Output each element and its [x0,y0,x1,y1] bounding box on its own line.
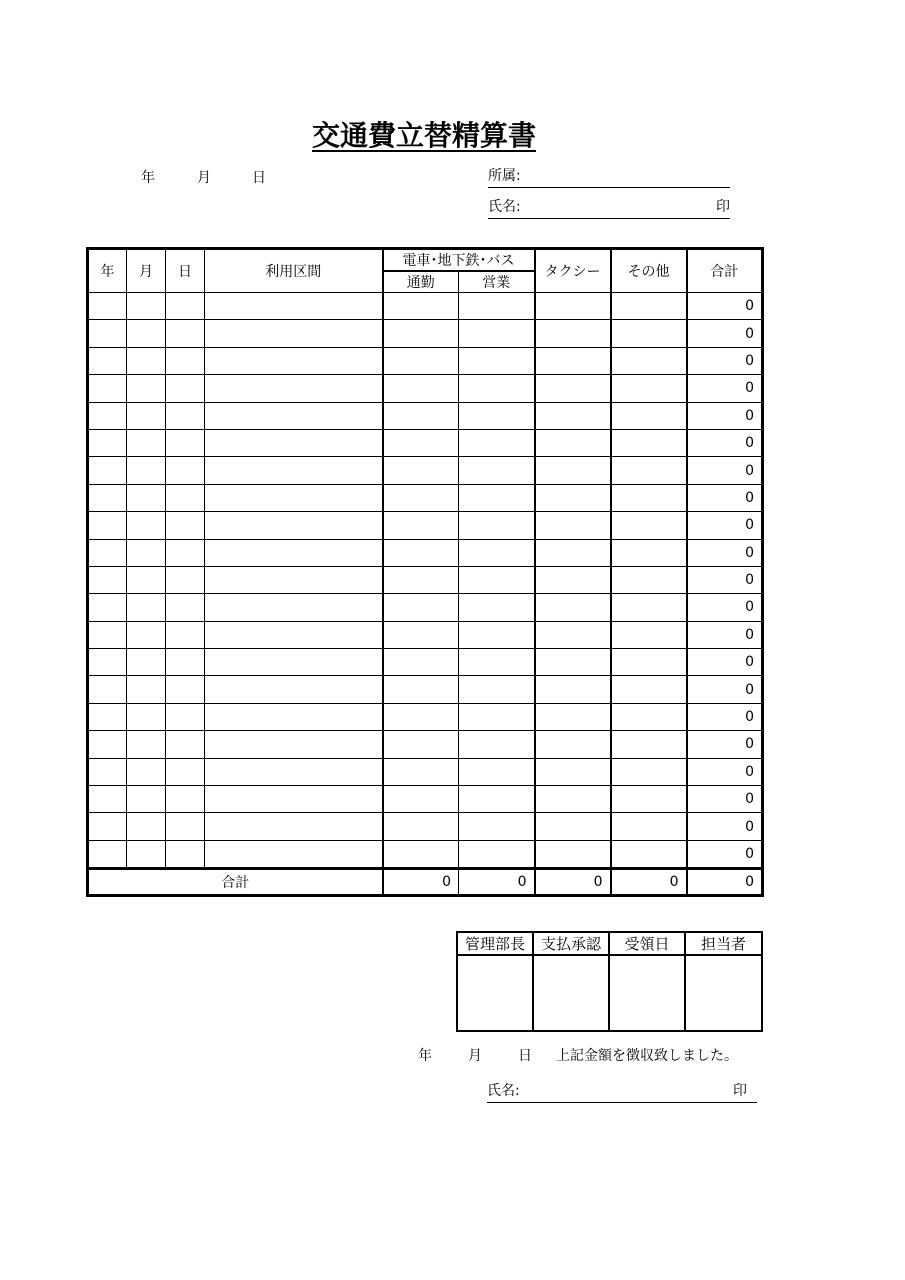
row-route-cell[interactable] [205,786,383,813]
row-taxi-cell[interactable] [535,731,611,758]
col-total-header: 合計 [687,249,763,293]
receipt-statement: 上記金額を徴収致しました。 [556,1048,738,1064]
row-route-cell[interactable] [205,320,383,347]
row-year-cell[interactable] [88,375,127,402]
row-taxi-cell[interactable] [535,375,611,402]
row-day-cell[interactable] [166,457,205,484]
row-other-cell[interactable] [611,840,687,868]
row-other-cell[interactable] [611,429,687,456]
row-month-cell[interactable] [127,676,166,703]
table-row [88,594,763,621]
col-train-group-header: 電車･地下鉄･バス [383,249,535,272]
row-taxi-cell[interactable] [535,566,611,593]
row-route-cell[interactable] [205,813,383,840]
row-total-cell: 0 [687,566,763,593]
row-total-cell: 0 [687,676,763,703]
row-taxi-cell[interactable] [535,320,611,347]
row-business-cell[interactable] [459,320,535,347]
affiliation-field[interactable] [488,167,730,188]
approval-table [456,931,763,1032]
row-total-cell: 0 [687,813,763,840]
row-total-cell: 0 [687,457,763,484]
row-business-cell[interactable] [459,429,535,456]
row-total-cell: 0 [687,649,763,676]
affiliation-label: 所属: [488,168,521,184]
row-taxi-cell[interactable] [535,293,611,320]
table-row [88,457,763,484]
row-other-cell[interactable] [611,293,687,320]
row-other-cell[interactable] [611,813,687,840]
row-route-cell[interactable] [205,293,383,320]
row-route-cell[interactable] [205,731,383,758]
footer-grand-total: 0 [687,869,763,896]
row-month-cell[interactable] [127,429,166,456]
row-month-cell[interactable] [127,402,166,429]
row-day-cell[interactable] [166,402,205,429]
table-row [88,649,763,676]
row-year-cell[interactable] [88,566,127,593]
row-total-cell: 0 [687,703,763,730]
row-month-cell[interactable] [127,621,166,648]
row-business-cell[interactable] [459,457,535,484]
row-route-cell[interactable] [205,457,383,484]
row-business-cell[interactable] [459,621,535,648]
row-taxi-cell[interactable] [535,429,611,456]
row-commute-cell[interactable] [383,758,459,785]
row-month-cell[interactable] [127,649,166,676]
row-day-cell[interactable] [166,320,205,347]
row-business-cell[interactable] [459,347,535,374]
row-total-cell: 0 [687,512,763,539]
row-total-cell: 0 [687,786,763,813]
row-year-cell[interactable] [88,649,127,676]
row-year-cell[interactable] [88,293,127,320]
row-other-cell[interactable] [611,457,687,484]
row-other-cell[interactable] [611,731,687,758]
row-business-cell[interactable] [459,484,535,511]
row-day-cell[interactable] [166,703,205,730]
col-taxi-header: タクシー [535,249,611,293]
footer-other-total: 0 [611,869,687,896]
row-month-cell[interactable] [127,786,166,813]
col-route-header: 利用区間 [205,249,383,293]
row-year-cell[interactable] [88,320,127,347]
row-taxi-cell[interactable] [535,786,611,813]
row-total-cell: 0 [687,621,763,648]
row-day-cell[interactable] [166,621,205,648]
row-business-cell[interactable] [459,731,535,758]
row-route-cell[interactable] [205,594,383,621]
row-day-cell[interactable] [166,512,205,539]
row-commute-cell[interactable] [383,649,459,676]
col-business-header: 営業 [459,271,535,293]
row-other-cell[interactable] [611,676,687,703]
table-row [88,566,763,593]
approval-stamp-staff[interactable] [685,955,762,1031]
row-route-cell[interactable] [205,840,383,868]
table-row [88,539,763,566]
receipt-year-label: 年 [418,1048,432,1064]
row-day-cell[interactable] [166,484,205,511]
row-day-cell[interactable] [166,539,205,566]
expense-table [86,247,764,897]
row-route-cell[interactable] [205,402,383,429]
receipt-name-field[interactable] [487,1082,757,1103]
row-taxi-cell[interactable] [535,813,611,840]
table-row [88,621,763,648]
row-day-cell[interactable] [166,594,205,621]
row-year-cell[interactable] [88,621,127,648]
approval-stamp-received-date[interactable] [609,955,685,1031]
row-other-cell[interactable] [611,484,687,511]
row-total-cell: 0 [687,539,763,566]
row-year-cell[interactable] [88,484,127,511]
row-commute-cell[interactable] [383,429,459,456]
row-month-cell[interactable] [127,703,166,730]
header-year-label: 年 [141,170,155,186]
row-route-cell[interactable] [205,512,383,539]
row-taxi-cell[interactable] [535,347,611,374]
receipt-day-label: 日 [518,1048,532,1064]
row-year-cell[interactable] [88,813,127,840]
name-label: 氏名: [488,199,521,215]
row-commute-cell[interactable] [383,512,459,539]
row-taxi-cell[interactable] [535,402,611,429]
document-title: 交通費立替精算書 [311,119,536,152]
row-year-cell[interactable] [88,512,127,539]
row-route-cell[interactable] [205,676,383,703]
row-business-cell[interactable] [459,566,535,593]
row-total-cell: 0 [687,320,763,347]
row-taxi-cell[interactable] [535,703,611,730]
row-day-cell[interactable] [166,676,205,703]
row-other-cell[interactable] [611,566,687,593]
table-row [88,758,763,785]
table-row [88,429,763,456]
table-row [88,402,763,429]
row-commute-cell[interactable] [383,621,459,648]
table-row [88,676,763,703]
row-other-cell[interactable] [611,402,687,429]
row-business-cell[interactable] [459,676,535,703]
approval-stamp-payment[interactable] [533,955,609,1031]
row-taxi-cell[interactable] [535,840,611,868]
row-other-cell[interactable] [611,649,687,676]
approval-header-payment: 支払承認 [533,932,609,955]
row-day-cell[interactable] [166,813,205,840]
footer-taxi-total: 0 [535,869,611,896]
table-row [88,347,763,374]
row-total-cell: 0 [687,375,763,402]
row-total-cell: 0 [687,758,763,785]
row-total-cell: 0 [687,594,763,621]
row-month-cell[interactable] [127,731,166,758]
col-month-header: 月 [127,249,166,293]
row-other-cell[interactable] [611,539,687,566]
receipt-statement-line [418,1045,738,1065]
row-business-cell[interactable] [459,402,535,429]
row-total-cell: 0 [687,293,763,320]
row-route-cell[interactable] [205,375,383,402]
row-business-cell[interactable] [459,758,535,785]
row-taxi-cell[interactable] [535,512,611,539]
row-route-cell[interactable] [205,347,383,374]
row-other-cell[interactable] [611,786,687,813]
table-row [88,786,763,813]
row-year-cell[interactable] [88,594,127,621]
row-month-cell[interactable] [127,375,166,402]
row-route-cell[interactable] [205,484,383,511]
row-month-cell[interactable] [127,347,166,374]
row-taxi-cell[interactable] [535,676,611,703]
row-day-cell[interactable] [166,429,205,456]
row-business-cell[interactable] [459,840,535,868]
receipt-month-label: 月 [468,1048,482,1064]
col-commute-header: 通勤 [383,271,459,293]
table-row [88,512,763,539]
row-day-cell[interactable] [166,786,205,813]
row-taxi-cell[interactable] [535,539,611,566]
row-month-cell[interactable] [127,457,166,484]
row-month-cell[interactable] [127,813,166,840]
row-business-cell[interactable] [459,594,535,621]
row-other-cell[interactable] [611,703,687,730]
row-business-cell[interactable] [459,813,535,840]
row-month-cell[interactable] [127,539,166,566]
row-other-cell[interactable] [611,758,687,785]
row-total-cell: 0 [687,484,763,511]
approval-stamp-manager[interactable] [457,955,533,1031]
row-other-cell[interactable] [611,375,687,402]
row-business-cell[interactable] [459,786,535,813]
table-row [88,813,763,840]
header-day-label: 日 [252,170,266,186]
approval-header-staff: 担当者 [685,932,762,955]
table-row [88,320,763,347]
row-business-cell[interactable] [459,703,535,730]
row-commute-cell[interactable] [383,703,459,730]
row-route-cell[interactable] [205,566,383,593]
row-year-cell[interactable] [88,347,127,374]
row-day-cell[interactable] [166,758,205,785]
row-commute-cell[interactable] [383,840,459,868]
row-total-cell: 0 [687,429,763,456]
row-month-cell[interactable] [127,566,166,593]
row-total-cell: 0 [687,347,763,374]
row-year-cell[interactable] [88,731,127,758]
row-taxi-cell[interactable] [535,758,611,785]
row-taxi-cell[interactable] [535,457,611,484]
row-month-cell[interactable] [127,758,166,785]
row-month-cell[interactable] [127,484,166,511]
col-year-header: 年 [88,249,127,293]
table-row [88,293,763,320]
row-commute-cell[interactable] [383,566,459,593]
receipt-name-label: 氏名: [487,1083,520,1099]
row-route-cell[interactable] [205,539,383,566]
footer-business-total: 0 [459,869,535,896]
row-total-cell: 0 [687,840,763,868]
row-month-cell[interactable] [127,293,166,320]
table-row [88,703,763,730]
row-commute-cell[interactable] [383,457,459,484]
col-other-header: その他 [611,249,687,293]
row-other-cell[interactable] [611,512,687,539]
row-commute-cell[interactable] [383,594,459,621]
row-commute-cell[interactable] [383,375,459,402]
row-taxi-cell[interactable] [535,484,611,511]
row-commute-cell[interactable] [383,676,459,703]
row-business-cell[interactable] [459,649,535,676]
row-year-cell[interactable] [88,703,127,730]
row-commute-cell[interactable] [383,484,459,511]
row-route-cell[interactable] [205,429,383,456]
footer-total-label: 合計 [88,869,383,896]
row-business-cell[interactable] [459,293,535,320]
row-year-cell[interactable] [88,786,127,813]
row-year-cell[interactable] [88,429,127,456]
row-commute-cell[interactable] [383,813,459,840]
row-day-cell[interactable] [166,840,205,868]
row-year-cell[interactable] [88,457,127,484]
row-route-cell[interactable] [205,621,383,648]
table-row [88,731,763,758]
row-year-cell[interactable] [88,402,127,429]
row-year-cell[interactable] [88,676,127,703]
row-month-cell[interactable] [127,320,166,347]
row-route-cell[interactable] [205,758,383,785]
row-commute-cell[interactable] [383,731,459,758]
row-other-cell[interactable] [611,320,687,347]
name-field[interactable] [488,198,730,219]
row-total-cell: 0 [687,731,763,758]
table-row [88,484,763,511]
row-day-cell[interactable] [166,649,205,676]
row-other-cell[interactable] [611,347,687,374]
approval-header-manager: 管理部長 [457,932,533,955]
row-commute-cell[interactable] [383,320,459,347]
row-taxi-cell[interactable] [535,649,611,676]
footer-commute-total: 0 [383,869,459,896]
row-total-cell: 0 [687,402,763,429]
row-business-cell[interactable] [459,512,535,539]
row-day-cell[interactable] [166,731,205,758]
row-commute-cell[interactable] [383,347,459,374]
row-business-cell[interactable] [459,539,535,566]
row-day-cell[interactable] [166,293,205,320]
row-other-cell[interactable] [611,621,687,648]
row-route-cell[interactable] [205,703,383,730]
approval-header-received-date: 受領日 [609,932,685,955]
stamp-mark: 印 [716,199,730,215]
row-year-cell[interactable] [88,840,127,868]
row-year-cell[interactable] [88,539,127,566]
row-commute-cell[interactable] [383,293,459,320]
receipt-stamp-mark: 印 [733,1083,747,1099]
row-taxi-cell[interactable] [535,621,611,648]
footer-total-row [88,869,763,896]
col-day-header: 日 [166,249,205,293]
row-commute-cell[interactable] [383,539,459,566]
row-month-cell[interactable] [127,512,166,539]
row-day-cell[interactable] [166,347,205,374]
header-month-label: 月 [197,170,211,186]
row-commute-cell[interactable] [383,402,459,429]
row-commute-cell[interactable] [383,786,459,813]
row-month-cell[interactable] [127,840,166,868]
row-month-cell[interactable] [127,594,166,621]
row-business-cell[interactable] [459,375,535,402]
row-route-cell[interactable] [205,649,383,676]
row-taxi-cell[interactable] [535,594,611,621]
table-row [88,375,763,402]
table-row [88,840,763,868]
row-year-cell[interactable] [88,758,127,785]
row-day-cell[interactable] [166,375,205,402]
row-other-cell[interactable] [611,594,687,621]
row-day-cell[interactable] [166,566,205,593]
